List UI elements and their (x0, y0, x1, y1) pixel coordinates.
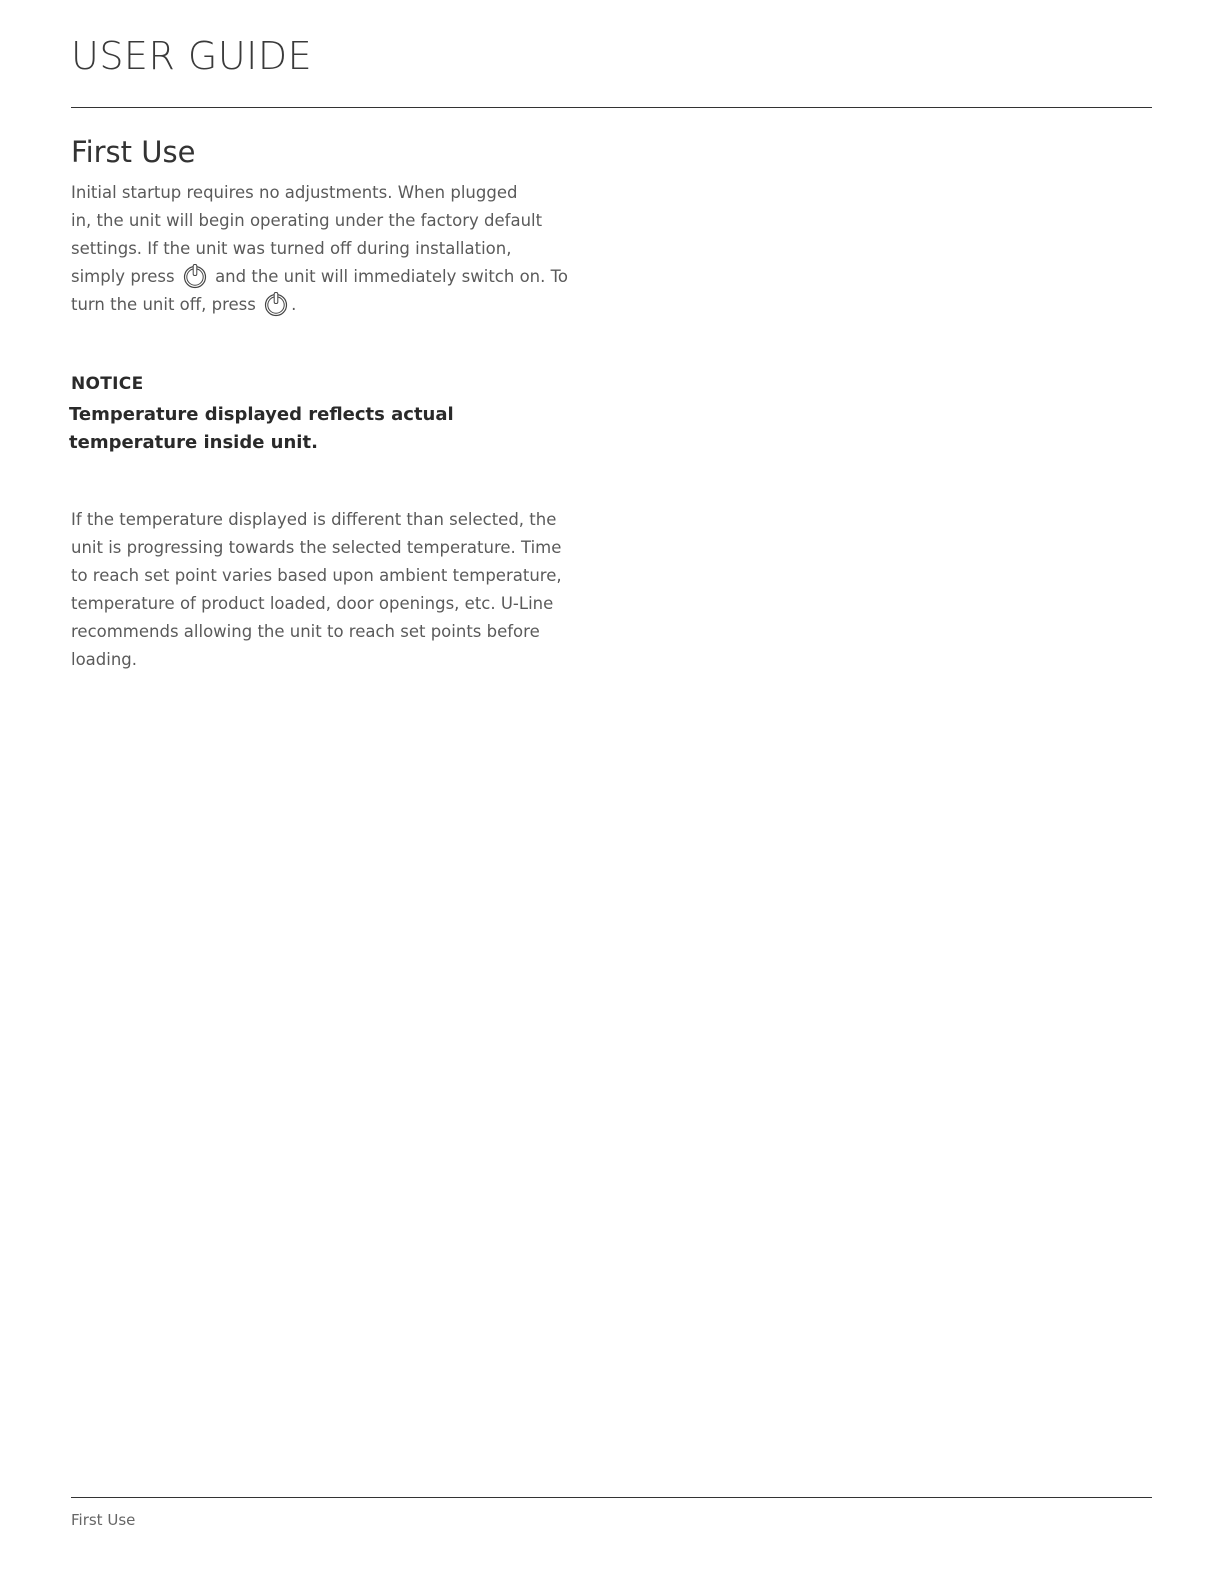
intro-text-fragment: . (291, 295, 297, 314)
page-title: USER GUIDE (71, 34, 313, 78)
intro-line (71, 291, 591, 319)
intro-text-fragment: turn the unit off, press (71, 295, 256, 314)
detail-paragraph: If the temperature displayed is different than selected, the unit is progressing towards the selected temperature. Time to reach set point varies based upon ambient temperature, temperature of product loaded, door openings, etc. U-Line recommends allowing the unit to reach set points before loading. (71, 510, 562, 669)
intro-line (71, 263, 591, 291)
intro-line: settings. If the unit was turned off during installation, (71, 239, 512, 258)
footer-divider (71, 1497, 1152, 1498)
notice-text: Temperature displayed reflects actual temperature inside unit. (69, 404, 454, 453)
header-divider (71, 107, 1152, 108)
notice-label: NOTICE (71, 374, 144, 394)
intro-paragraph (71, 179, 591, 319)
power-icon (263, 291, 289, 317)
section-title: First Use (71, 135, 196, 169)
intro-line: Initial startup requires no adjustments. When plugged (71, 183, 518, 202)
power-icon (182, 263, 208, 289)
intro-text-fragment: and the unit will immediately switch on. To (215, 267, 568, 286)
intro-text-fragment: simply press (71, 267, 175, 286)
intro-line: in, the unit will begin operating under the factory default (71, 211, 543, 230)
footer-section-label: First Use (71, 1511, 136, 1529)
